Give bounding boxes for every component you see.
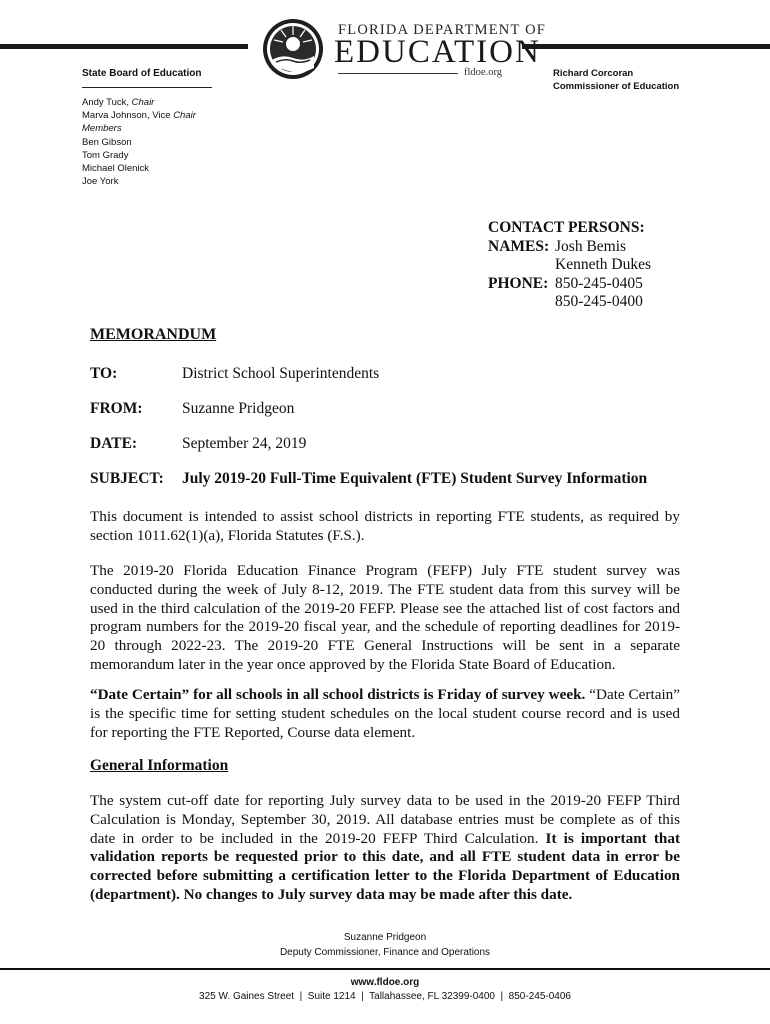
memo-subject-value: July 2019-20 Full-Time Equivalent (FTE) Student Survey Information [182,470,648,487]
board-member: Michael Olenick [82,163,150,175]
memo-from [90,400,294,418]
footer-website[interactable]: www.fldoe.org [350,977,420,988]
memo-subject-label: SUBJECT: [90,470,164,487]
memo-title: MEMORANDUM [90,326,217,343]
logo-org-top: FLORIDA DEPARTMENT OF [338,22,547,38]
date-certain-statement: “Date Certain” for all schools in all school districts is Friday of survey week. [90,686,586,703]
board-member: Joe York [82,176,119,188]
body-paragraph-1: This document is intended to assist school districts in reporting FTE students, as required by section 1011.62(1)(a), Florida Statutes (F.S.). [90,508,680,544]
section-title-general-information: General Information [90,757,229,774]
board-rule [82,87,212,88]
board-member-list [82,96,196,188]
signature-name: Suzanne Pridgeon [343,932,427,943]
memo-date [90,435,306,453]
header-rule-left [0,44,248,49]
memo-to-value: District School Superintendents [182,365,380,382]
memo-from-value: Suzanne Pridgeon [182,400,295,417]
commissioner-name: Richard Corcoran [553,68,634,79]
body-paragraph-2: The 2019-20 Florida Education Finance Program (FEFP) July FTE student survey was conducted during the week of July 8-12, 2019. The FTE student data from this survey will be used in the third calculation of the 2019-20 FEFP. Please see the attached list of cost factors and program numbers for the 2019-20 fiscal year, and the schedule of reporting deadlines for 2019-20 through 2022-23. The 2019-20 FTE General Instructions will be sent in a separate memorandum later in the year once approved by the Florida State Board of Education. [90,562,680,673]
memo-to [90,365,379,383]
contact-names-label: NAMES: [488,237,550,255]
contact-block [488,219,651,312]
board-title: State Board of Education [82,68,202,79]
board-member: Tom Grady [82,149,129,161]
signature-title: Deputy Commissioner, Finance and Operations [279,947,491,958]
logo-org-main: EDUCATION [334,34,541,70]
memo-to-label: TO: [90,365,118,382]
header-rule-right [522,44,770,49]
cutoff-warning: It is important that validation reports be requested prior to this date, and all FTE student data in error be corrected before submitting a certification letter to the Florida Department of Education (department). No changes to July survey data may be made after this date. [90,829,680,903]
state-seal-icon [262,18,324,80]
board-members-label: Members [82,123,122,135]
board-member: Andy Tuck, Chair [82,97,155,108]
memo-from-label: FROM: [90,400,143,417]
footer-address: 325 W. Gaines Street | Suite 1214 | Tallahassee, FL 32399-0400 | 850-245-0406 [199,991,571,1002]
footer-rule [0,968,770,970]
body-paragraph-4: The system cut-off date for reporting July survey data to be used in the 2019-20 FEFP Third Calculation is Monday, September 30, 2019. All database entries must be complete as of this date in order to be included in the 2019-20 FEFP Third Calculation. It is important that validation reports be requested prior to this date, and all FTE student data in error be corrected before submitting a certification letter to the Florida Department of Education (department). No changes to July survey data may be made after this date. [90,792,680,903]
contact-heading: CONTACT PERSONS: [488,219,645,236]
commissioner-block [553,67,679,93]
fldoe-logo [258,18,547,84]
contact-phone: 850-245-0405 [555,274,643,292]
contact-phone: 850-245-0400 [555,293,643,310]
body-paragraph-3: “Date Certain” for all schools in all school districts is Friday of survey week. “Date Certain” is the specific time for setting student schedules on the local student course record and is used for reporting the FTE Reported, Course data element. [90,686,680,741]
signature-block [0,930,770,960]
contact-phone-label: PHONE: [488,274,549,292]
footer [0,976,770,1004]
memo-subject [90,470,647,488]
logo-website: fldoe.org [464,67,503,78]
contact-name: Josh Bemis [555,237,627,255]
memo-date-label: DATE: [90,435,138,452]
contact-name: Kenneth Dukes [555,256,651,273]
memo-date-value: September 24, 2019 [182,435,307,452]
logo-divider [338,73,458,74]
board-member: Ben Gibson [82,136,132,148]
board-member: Marva Johnson, Vice Chair [82,110,196,122]
commissioner-title: Commissioner of Education [553,81,680,92]
